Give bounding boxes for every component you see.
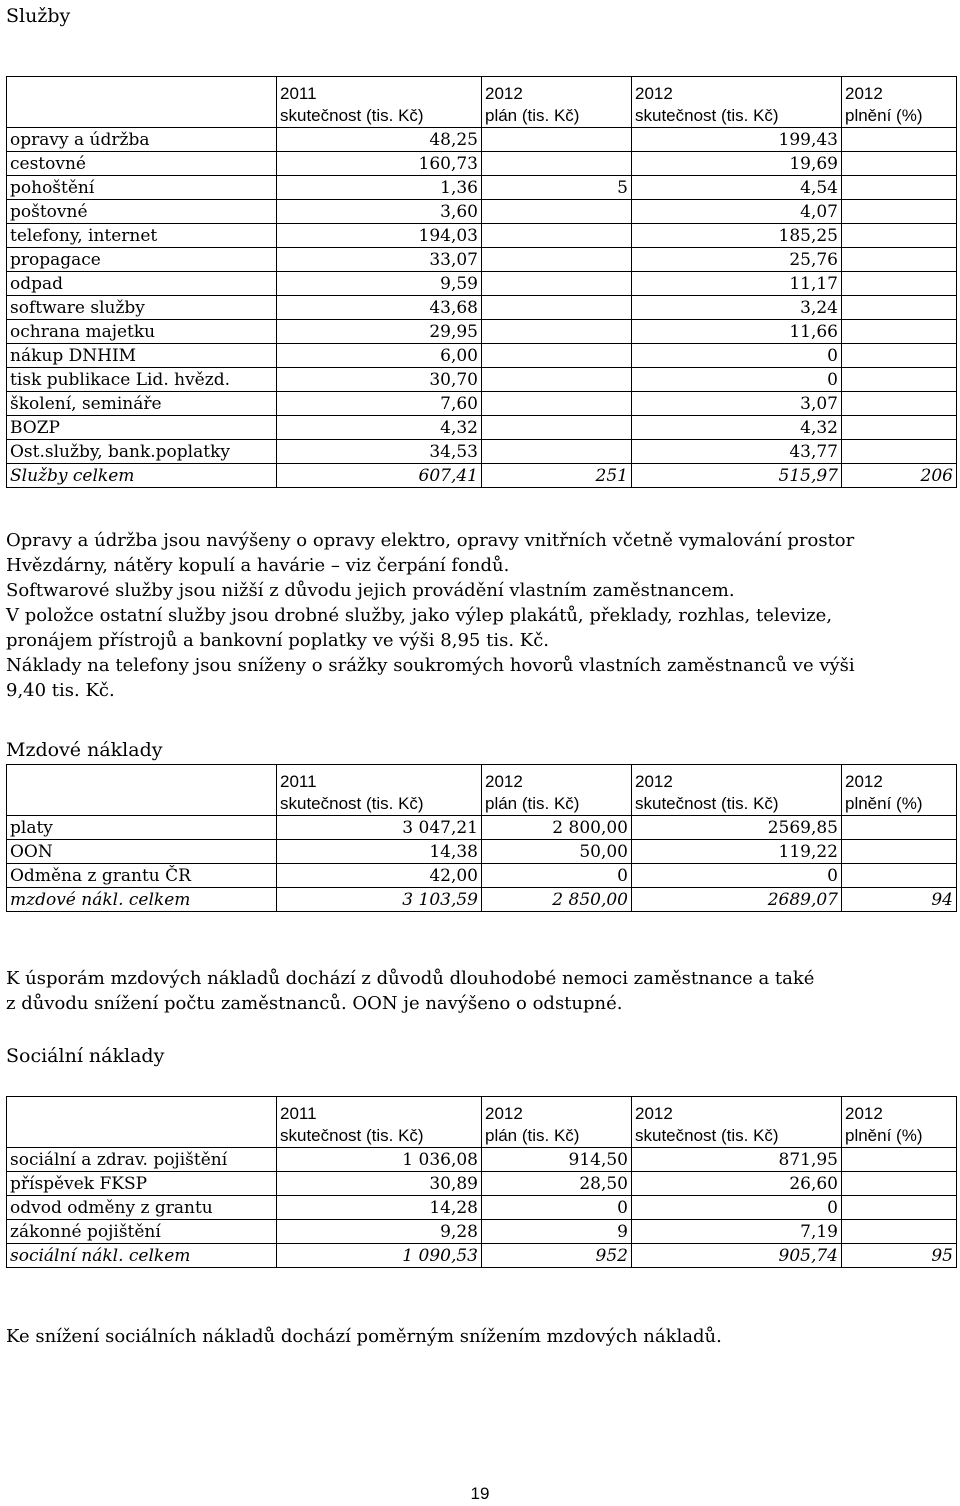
table-cell (842, 344, 957, 368)
table-cell: 0 (632, 368, 842, 392)
wages-table (6, 764, 957, 912)
table-cell (842, 224, 957, 248)
table-row (7, 200, 957, 224)
column-header-label: plán (tis. Kč) (485, 106, 580, 125)
table-cell: 48,25 (277, 128, 482, 152)
column-header-label: plnění (%) (845, 794, 923, 813)
table-cell: 43,77 (632, 440, 842, 464)
column-header-label: skutečnost (tis. Kč) (280, 794, 424, 813)
table-cell: 4,32 (277, 416, 482, 440)
table-cell: 3,24 (632, 296, 842, 320)
note-line: Hvězdárny, nátěry kopulí a havárie – viz čerpání fondů. (6, 555, 510, 576)
table-cell: 9,28 (277, 1220, 482, 1244)
table-row (7, 1172, 957, 1196)
column-header (632, 77, 842, 128)
column-header-year: 2012 (635, 84, 673, 103)
row-label: nákup DNHIM (7, 344, 277, 368)
table-cell: 6,00 (277, 344, 482, 368)
table-row (7, 248, 957, 272)
table-cell: 1 036,08 (277, 1148, 482, 1172)
table-cell: 7,19 (632, 1220, 842, 1244)
row-label: Odměna z grantu ČR (7, 864, 277, 888)
column-header-year: 2012 (845, 1104, 883, 1123)
table-cell (482, 200, 632, 224)
table-cell: 14,28 (277, 1196, 482, 1220)
column-header-label: plnění (%) (845, 1126, 923, 1145)
column-header-label: plnění (%) (845, 106, 923, 125)
table-header-row (7, 1097, 957, 1148)
note-line: Ke snížení sociálních nákladů dochází poměrným snížením mzdových nákladů. (6, 1326, 722, 1347)
column-header-label: skutečnost (tis. Kč) (280, 106, 424, 125)
table-row (7, 840, 957, 864)
table-cell (842, 840, 957, 864)
row-label: platy (7, 816, 277, 840)
row-label: školení, semináře (7, 392, 277, 416)
table-cell (482, 248, 632, 272)
table-cell: 33,07 (277, 248, 482, 272)
table-cell: 0 (632, 344, 842, 368)
table-cell: 119,22 (632, 840, 842, 864)
table-cell: 251 (482, 464, 632, 488)
table-cell (482, 320, 632, 344)
note-line: 9,40 tis. Kč. (6, 680, 115, 701)
table-cell: 29,95 (277, 320, 482, 344)
table-cell: 3,07 (632, 392, 842, 416)
row-label: cestovné (7, 152, 277, 176)
table-cell (842, 1172, 957, 1196)
column-header-label: skutečnost (tis. Kč) (635, 1126, 779, 1145)
table-cell: 11,66 (632, 320, 842, 344)
column-header-year: 2012 (845, 84, 883, 103)
table-cell: 952 (482, 1244, 632, 1268)
column-header-year: 2011 (280, 1104, 317, 1123)
table-row (7, 416, 957, 440)
total-row (7, 888, 957, 912)
column-header-label: skutečnost (tis. Kč) (635, 794, 779, 813)
table-cell: 2569,85 (632, 816, 842, 840)
social-heading: Sociální náklady (6, 1045, 165, 1067)
table-row (7, 864, 957, 888)
page-number: 19 (470, 1484, 490, 1503)
column-header (7, 1097, 277, 1148)
row-label: propagace (7, 248, 277, 272)
table-cell: 7,60 (277, 392, 482, 416)
table-cell (842, 440, 957, 464)
row-label: poštovné (7, 200, 277, 224)
note-line: K úsporám mzdových nákladů dochází z důvodů dlouhodobé nemoci zaměstnance a také (6, 968, 815, 989)
table-cell (842, 1220, 957, 1244)
row-label: zákonné pojištění (7, 1220, 277, 1244)
table-cell: 11,17 (632, 272, 842, 296)
total-row (7, 464, 957, 488)
table-cell: 199,43 (632, 128, 842, 152)
table-cell: 43,68 (277, 296, 482, 320)
table-cell (482, 152, 632, 176)
table-cell (842, 128, 957, 152)
table-cell: 2 800,00 (482, 816, 632, 840)
column-header-year: 2012 (485, 84, 523, 103)
row-label: BOZP (7, 416, 277, 440)
table-row (7, 296, 957, 320)
column-header (277, 765, 482, 816)
table-cell: 2689,07 (632, 888, 842, 912)
table-row (7, 224, 957, 248)
table-cell (482, 224, 632, 248)
table-row (7, 368, 957, 392)
table-row (7, 816, 957, 840)
table-cell: 607,41 (277, 464, 482, 488)
table-cell (842, 368, 957, 392)
table-cell (482, 344, 632, 368)
table-row (7, 344, 957, 368)
table-cell (842, 1196, 957, 1220)
table-cell (842, 392, 957, 416)
table-cell: 2 850,00 (482, 888, 632, 912)
row-label: software služby (7, 296, 277, 320)
column-header-year: 2012 (635, 772, 673, 791)
services-table (6, 76, 957, 488)
table-cell: 4,32 (632, 416, 842, 440)
table-cell: 19,69 (632, 152, 842, 176)
row-label: odvod odměny z grantu (7, 1196, 277, 1220)
column-header-year: 2012 (845, 772, 883, 791)
column-header-year: 2012 (485, 1104, 523, 1123)
column-header (482, 765, 632, 816)
table-cell (482, 272, 632, 296)
table-cell: 25,76 (632, 248, 842, 272)
row-label: odpad (7, 272, 277, 296)
column-header (632, 765, 842, 816)
table-cell: 160,73 (277, 152, 482, 176)
row-label: mzdové nákl. celkem (7, 888, 277, 912)
table-cell: 9,59 (277, 272, 482, 296)
table-cell: 3 047,21 (277, 816, 482, 840)
table-row (7, 440, 957, 464)
table-cell: 4,54 (632, 176, 842, 200)
column-header-year: 2011 (280, 84, 317, 103)
row-label: OON (7, 840, 277, 864)
table-cell: 30,70 (277, 368, 482, 392)
table-row (7, 1220, 957, 1244)
table-cell: 34,53 (277, 440, 482, 464)
column-header (7, 765, 277, 816)
table-cell: 0 (482, 864, 632, 888)
table-row (7, 176, 957, 200)
table-row (7, 1148, 957, 1172)
row-label: Ost.služby, bank.poplatky (7, 440, 277, 464)
row-label: příspěvek FKSP (7, 1172, 277, 1196)
table-header-row (7, 765, 957, 816)
table-cell: 206 (842, 464, 957, 488)
table-cell: 515,97 (632, 464, 842, 488)
row-label: sociální nákl. celkem (7, 1244, 277, 1268)
table-cell: 50,00 (482, 840, 632, 864)
table-row (7, 152, 957, 176)
table-cell: 0 (482, 1196, 632, 1220)
table-cell: 95 (842, 1244, 957, 1268)
column-header (277, 1097, 482, 1148)
wages-notes (6, 966, 956, 1016)
table-cell (482, 296, 632, 320)
table-cell: 905,74 (632, 1244, 842, 1268)
table-cell: 3 103,59 (277, 888, 482, 912)
row-label: ochrana majetku (7, 320, 277, 344)
column-header-label: plán (tis. Kč) (485, 1126, 580, 1145)
table-cell: 871,95 (632, 1148, 842, 1172)
column-header-label: plán (tis. Kč) (485, 794, 580, 813)
column-header-year: 2012 (635, 1104, 673, 1123)
table-cell: 3,60 (277, 200, 482, 224)
column-header (842, 765, 957, 816)
column-header-label: skutečnost (tis. Kč) (635, 106, 779, 125)
social-table (6, 1096, 957, 1268)
table-row (7, 128, 957, 152)
row-label: opravy a údržba (7, 128, 277, 152)
column-header-label: skutečnost (tis. Kč) (280, 1126, 424, 1145)
table-cell (842, 248, 957, 272)
column-header-year: 2012 (485, 772, 523, 791)
column-header (842, 77, 957, 128)
total-row (7, 1244, 957, 1268)
services-notes (6, 528, 956, 703)
column-header (482, 1097, 632, 1148)
table-cell: 185,25 (632, 224, 842, 248)
row-label: tisk publikace Lid. hvězd. (7, 368, 277, 392)
table-cell: 4,07 (632, 200, 842, 224)
table-cell (842, 176, 957, 200)
column-header-year: 2011 (280, 772, 317, 791)
table-cell (482, 440, 632, 464)
table-cell (842, 1148, 957, 1172)
table-cell: 94 (842, 888, 957, 912)
note-line: V položce ostatní služby jsou drobné služby, jako výlep plakátů, překlady, rozhlas, televize, (6, 605, 833, 626)
table-cell: 1,36 (277, 176, 482, 200)
note-line: pronájem přístrojů a bankovní poplatky ve výši 8,95 tis. Kč. (6, 630, 550, 651)
table-cell (842, 296, 957, 320)
table-cell: 30,89 (277, 1172, 482, 1196)
table-row (7, 320, 957, 344)
services-heading: Služby (6, 5, 71, 27)
table-cell: 1 090,53 (277, 1244, 482, 1268)
row-label: telefony, internet (7, 224, 277, 248)
table-cell: 9 (482, 1220, 632, 1244)
table-cell: 0 (632, 864, 842, 888)
table-cell: 42,00 (277, 864, 482, 888)
table-row (7, 1196, 957, 1220)
table-cell (842, 152, 957, 176)
table-cell (842, 864, 957, 888)
row-label: sociální a zdrav. pojištění (7, 1148, 277, 1172)
table-cell (482, 128, 632, 152)
social-notes (6, 1324, 956, 1349)
column-header (482, 77, 632, 128)
table-row (7, 392, 957, 416)
table-cell: 28,50 (482, 1172, 632, 1196)
column-header (7, 77, 277, 128)
table-cell: 0 (632, 1196, 842, 1220)
row-label: pohoštění (7, 176, 277, 200)
table-cell (842, 320, 957, 344)
table-header-row (7, 77, 957, 128)
table-cell: 5 (482, 176, 632, 200)
note-line: Náklady na telefony jsou sníženy o srážky soukromých hovorů vlastních zaměstnanců ve výši (6, 655, 855, 676)
table-cell (842, 272, 957, 296)
table-cell: 194,03 (277, 224, 482, 248)
table-cell: 26,60 (632, 1172, 842, 1196)
column-header (277, 77, 482, 128)
column-header (632, 1097, 842, 1148)
table-cell (482, 392, 632, 416)
table-cell (842, 816, 957, 840)
table-cell (842, 200, 957, 224)
table-cell (482, 416, 632, 440)
table-cell (482, 368, 632, 392)
column-header (842, 1097, 957, 1148)
note-line: z důvodu snížení počtu zaměstnanců. OON je navýšeno o odstupné. (6, 993, 623, 1014)
wages-heading: Mzdové náklady (6, 739, 163, 761)
note-line: Softwarové služby jsou nižší z důvodu jejich provádění vlastním zaměstnancem. (6, 580, 735, 601)
table-cell: 14,38 (277, 840, 482, 864)
note-line: Opravy a údržba jsou navýšeny o opravy elektro, opravy vnitřních včetně vymalování prostor (6, 530, 855, 551)
table-row (7, 272, 957, 296)
table-cell (842, 416, 957, 440)
table-cell: 914,50 (482, 1148, 632, 1172)
row-label: Služby celkem (7, 464, 277, 488)
